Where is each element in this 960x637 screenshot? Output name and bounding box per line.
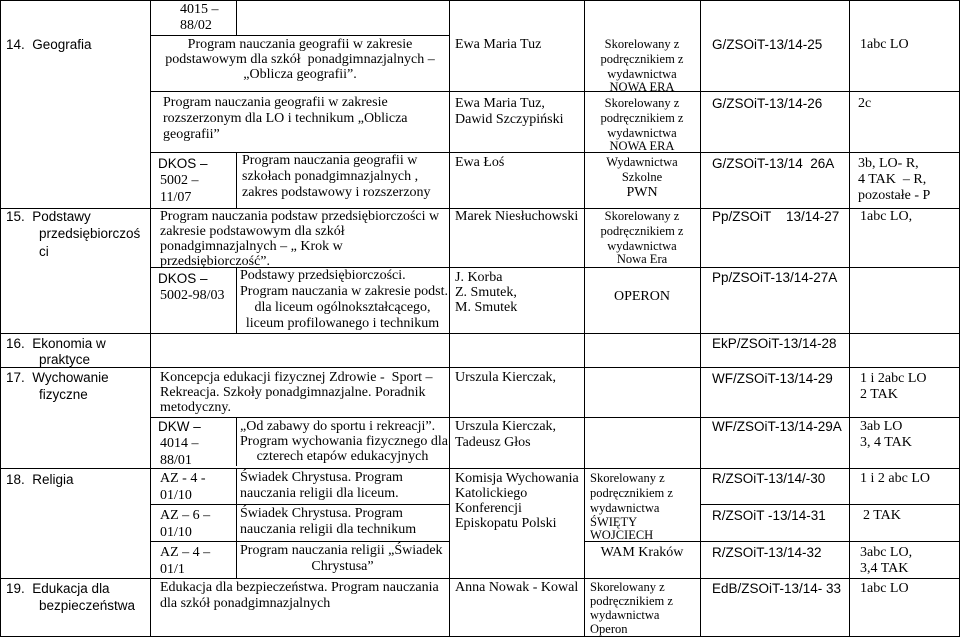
publisher: ŚWIĘTY (590, 515, 638, 529)
publisher: Skorelowany z (604, 209, 680, 223)
class-level: 2c (858, 96, 872, 111)
class-level: 3ab LO (860, 419, 903, 434)
row-divider (150, 468, 449, 469)
row-divider (150, 35, 449, 36)
signature: R/ZSOiT -13/14-31 (712, 508, 826, 523)
program-title: Świadek Chrystusa. Program (240, 470, 403, 485)
publisher: podręcznikiem z (600, 52, 684, 66)
program-code: DKOS – (158, 156, 208, 171)
row-divider (449, 367, 960, 368)
class-level: 3,4 TAK (860, 561, 909, 576)
class-level: 1abc LO, (860, 209, 913, 224)
signature: WF/ZSOiT-13/14-29A (712, 419, 842, 434)
subject-wf: fizyczne (39, 387, 88, 402)
publisher: OPERON (613, 289, 670, 304)
author: J. Korba (455, 270, 503, 285)
subject-religia: 18. Religia (6, 472, 74, 487)
program-code: AZ – 6 – (160, 508, 211, 523)
signature: G/ZSOiT-13/14 26A (712, 156, 835, 171)
author: Katolickiego (455, 486, 528, 501)
program-code: 88/01 (160, 453, 192, 468)
program-title: Program nauczania geografii w (242, 153, 418, 168)
row-divider (150, 417, 449, 418)
program-title: zakres podstawowy i rozszerzony (242, 185, 431, 200)
row-divider (150, 541, 449, 542)
publisher: Szkolne (621, 170, 663, 184)
publisher: wydawnictwa (607, 126, 677, 140)
signature: R/ZSOiT-13/14-32 (712, 545, 822, 560)
publisher: WOJCIECH (590, 528, 654, 542)
program-title: metodyczny. (160, 400, 232, 415)
program-title: Rekreacja. Szkoły ponadgimnazjalne. Poradnik (160, 385, 426, 400)
publisher: podręcznikiem z (600, 224, 684, 238)
program-title: szkołach ponadgimnazjalnych , (242, 169, 419, 184)
program-title: podstawowym dla szkół ponadgimnazjalnych – (165, 52, 435, 67)
col-divider (236, 0, 237, 35)
program-title: nauczania religii dla liceum. (240, 486, 399, 501)
program-title: czterech etapów edukacyjnych (256, 449, 429, 464)
subject-podstawy: 15. Podstawy (6, 209, 91, 224)
publisher: NOWA ERA (609, 139, 675, 153)
subject-geografia: 14. Geografia (6, 37, 92, 52)
author: Komisja Wychowania (455, 471, 579, 486)
author: Ewa Maria Tuz, (455, 96, 545, 111)
publisher: wydawnictwa (607, 239, 677, 253)
publisher: Skorelowany z (590, 580, 665, 594)
row-divider (0, 0, 960, 1)
author: Urszula Kierczak, (455, 370, 557, 385)
program-title: ponadgimnazjalnych – „ Krok w (160, 239, 343, 254)
program-title: dla liceum ogólnokształcącego, (254, 300, 431, 315)
author: Anna Nowak - Kowal (455, 580, 579, 595)
class-level: pozostałe - P (858, 188, 931, 203)
publisher: Skorelowany z (590, 471, 665, 485)
publisher: wydawnictwa (590, 608, 660, 622)
signature: Pp/ZSOiT 13/14-27 (712, 209, 840, 224)
program-title: Program nauczania podstaw przedsiębiorczości w (160, 209, 440, 224)
program-title: nauczania religii dla technikum (240, 522, 417, 537)
signature: WF/ZSOiT-13/14-29 (712, 371, 833, 386)
program-title: Koncepcja edukacji fizycznej Zdrowie - Sport – (160, 370, 433, 385)
program-code: 4014 – (160, 436, 199, 451)
class-level: 2 TAK (860, 387, 898, 402)
author: Dawid Szczypiński (455, 112, 564, 127)
publisher: Skorelowany z (604, 37, 680, 51)
publisher: WAM Kraków (600, 545, 684, 560)
author: Marek Niesłuchowski (455, 209, 579, 224)
class-level: 1abc LO (860, 37, 909, 52)
publisher: Skorelowany z (604, 96, 680, 110)
signature: G/ZSOiT-13/14-26 (712, 96, 823, 111)
program-title: zakresie podstawowym dla szkół (160, 224, 345, 239)
subject-edb: bezpieczeństwa (39, 598, 136, 613)
publisher: NOWA ERA (609, 80, 675, 94)
publisher: Nowa Era (616, 252, 668, 266)
class-level: 4 TAK – R, (858, 172, 927, 187)
subject-podstawy: ci (39, 244, 49, 259)
class-level: 3, 4 TAK (860, 435, 912, 450)
publisher: wydawnictwa (590, 501, 660, 515)
row-divider (150, 367, 449, 368)
row-divider (449, 417, 960, 418)
row-divider (150, 91, 449, 92)
subject-ekonomia: praktyce (39, 352, 91, 367)
signature: Pp/ZSOiT-13/14-27A (712, 270, 838, 285)
program-code: 5002 – (160, 173, 199, 188)
row-divider (150, 333, 449, 334)
class-level: 1 i 2 abc LO (860, 471, 930, 486)
program-title: Program wychowania fizycznego dla (240, 434, 448, 449)
subject-podstawy: przedsiębiorczoś (39, 226, 141, 241)
author: M. Smutek (455, 300, 518, 315)
program-code: DKW – (158, 419, 201, 434)
program-title: Chrystusa” (311, 559, 374, 574)
author: Urszula Kierczak, (455, 419, 557, 434)
class-level: 1abc LO (860, 581, 909, 596)
class-level: 2 TAK (863, 508, 901, 523)
program-title: Edukacja dla bezpieczeństwa. Program nauczania (160, 580, 439, 595)
row-divider (449, 152, 960, 153)
class-level: 3b, LO- R, (858, 156, 919, 171)
row-divider (449, 91, 960, 92)
program-title: rozszerzonym dla LO i technikum „Oblicza (163, 111, 408, 126)
program-code: 4015 – (180, 2, 219, 17)
signature: G/ZSOiT-13/14-25 (712, 37, 823, 52)
publisher: wydawnictwa (607, 67, 677, 81)
signature: EdB/ZSOiT-13/14- 33 (712, 581, 842, 596)
program-title: Świadek Chrystusa. Program (240, 506, 403, 521)
program-title: geografii” (163, 127, 220, 142)
row-divider (0, 578, 150, 579)
row-divider (0, 468, 150, 469)
program-code: 11/07 (160, 190, 192, 205)
program-title: Program nauczania w zakresie podst. (240, 284, 448, 299)
program-title: „Oblicza geografii”. (243, 67, 357, 82)
program-title: przedsiębiorczość”. (160, 254, 270, 269)
program-title: Podstawy przedsiębiorczości. (240, 268, 406, 283)
publisher: podręcznikiem z (590, 486, 673, 500)
subject-ekonomia: 16. Ekonomia w (6, 336, 106, 351)
subject-wf: 17. Wychowanie (6, 370, 109, 385)
row-divider (449, 333, 960, 334)
signature: R/ZSOiT-13/14/-30 (712, 471, 826, 486)
row-divider (150, 578, 449, 579)
author: Tadeusz Głos (455, 435, 531, 450)
author: Ewa Łoś (455, 155, 505, 170)
row-divider (449, 578, 960, 579)
program-title: Program nauczania religii „Świadek (240, 543, 443, 558)
author: Episkopatu Polski (455, 516, 557, 531)
program-title: liceum profilowanego i technikum (245, 316, 440, 331)
author: Z. Smutek, (455, 285, 517, 300)
col-divider (0, 0, 1, 637)
program-code: DKOS – (158, 271, 208, 286)
row-divider (0, 367, 150, 368)
program-code: 5002-98/03 (160, 288, 225, 303)
publisher: Operon (590, 622, 628, 636)
row-divider (150, 504, 449, 505)
program-title: „Od zabawy do sportu i rekreacji”. (240, 419, 436, 434)
subject-edb: 19. Edukacja dla (6, 581, 110, 596)
program-code: AZ – 4 – (160, 545, 211, 560)
author: Ewa Maria Tuz (455, 37, 542, 52)
program-code: AZ - 4 - (160, 471, 206, 486)
program-code: 01/10 (160, 525, 192, 540)
program-title: dla szkół ponadgimnazjalnych (160, 596, 331, 611)
class-level: 1 i 2abc LO (860, 371, 927, 386)
program-code: 01/10 (160, 488, 192, 503)
col-divider (236, 152, 237, 208)
program-code: 88/02 (180, 18, 212, 33)
publisher: podręcznikiem z (590, 594, 673, 608)
publisher: Wydawnictwa (606, 155, 678, 169)
author: Konferencji (455, 501, 522, 516)
publisher: PWN (626, 185, 658, 200)
signature: EkP/ZSOiT-13/14-28 (712, 336, 837, 351)
program-title: Program nauczania geografii w zakresie (163, 95, 388, 110)
row-divider (700, 504, 960, 505)
program-code: 01/1 (160, 562, 185, 577)
row-divider (449, 267, 960, 268)
row-divider (0, 333, 150, 334)
col-divider (449, 0, 450, 637)
class-level: 3abc LO, (860, 545, 913, 560)
program-title: Program nauczania geografii w zakresie (187, 37, 413, 52)
row-divider (449, 468, 960, 469)
publisher: podręcznikiem z (600, 111, 684, 125)
